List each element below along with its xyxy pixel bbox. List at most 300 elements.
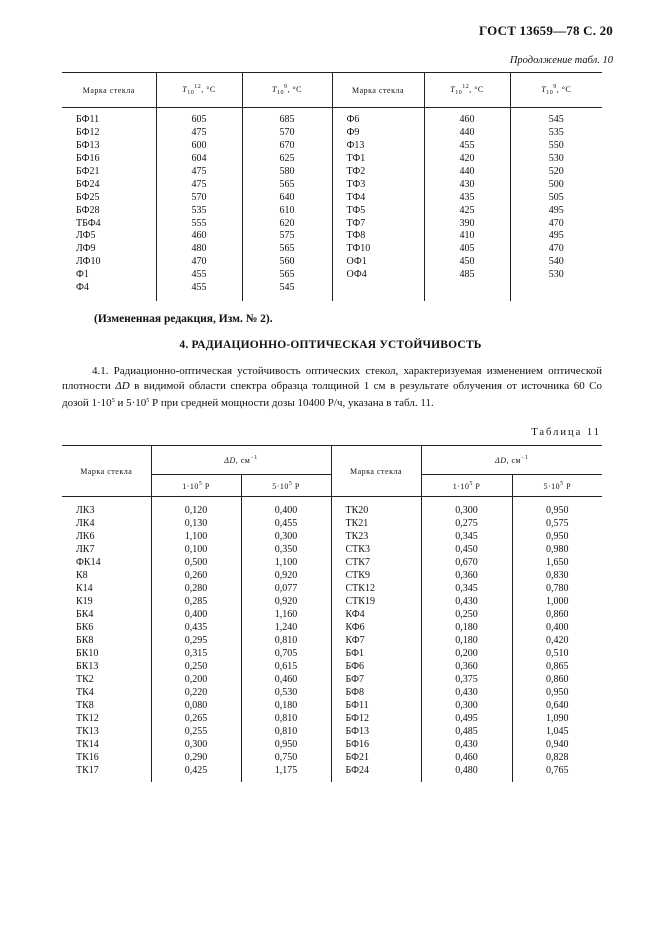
temperature-cell: [424, 282, 510, 301]
temperature-cell: 560: [242, 256, 332, 269]
glass-brand-cell: БФ21: [76, 165, 100, 177]
glass-brand-cell: БК10: [76, 648, 99, 659]
optical-density-cell: 0,100: [151, 544, 241, 557]
glass-brand-cell: БФ21: [331, 752, 421, 765]
optical-density-cell: 0,485: [421, 726, 512, 739]
header-unit: , °С: [469, 85, 484, 94]
column-header: Марка стекла: [332, 73, 424, 108]
paragraph-text: Р при средней мощности дозы 10400 Р/ч, указана в табл. 11.: [149, 397, 434, 409]
glass-brand-cell: ЛФ5: [76, 230, 96, 242]
column-header: [512, 475, 602, 497]
optical-density-cell: 0,705: [241, 648, 331, 661]
temperature-cell: 640: [242, 192, 332, 205]
header-text: 1·10: [452, 481, 470, 491]
revision-note: (Измененная редакция, Изм. № 2).: [94, 313, 273, 325]
optical-density-cell: 0,350: [241, 544, 331, 557]
optical-density-cell: 1,100: [241, 557, 331, 570]
header-symbol: T: [450, 85, 456, 94]
optical-density-cell: 1,000: [512, 596, 602, 609]
optical-density-cell: 0,780: [512, 583, 602, 596]
optical-density-cell: 0,810: [241, 635, 331, 648]
temperature-cell: 550: [510, 140, 602, 153]
optical-density-cell: 0,255: [151, 726, 241, 739]
temperature-cell: 505: [510, 192, 602, 205]
glass-brand-cell: ОФ1: [332, 256, 424, 269]
optical-density-cell: 0,950: [512, 497, 602, 519]
header-subscript: 10: [455, 90, 463, 96]
glass-brand-cell: ЛК7: [76, 544, 95, 555]
table-row: [62, 609, 602, 622]
temperature-cell: 455: [424, 140, 510, 153]
glass-brand-cell: ТК8: [76, 700, 94, 711]
optical-density-cell: 0,460: [421, 752, 512, 765]
table-11-label: Таблица 11: [531, 427, 601, 438]
table-row: [62, 531, 602, 544]
column-group-header: [151, 446, 331, 475]
glass-brand-cell: ТК13: [76, 726, 99, 737]
optical-density-cell: 1,100: [151, 531, 241, 544]
header-symbol: T: [182, 85, 188, 94]
glass-brand-cell: Ф4: [76, 282, 89, 294]
paragraph-text: и 5·10: [114, 397, 147, 409]
optical-density-cell: 0,575: [512, 518, 602, 531]
glass-brand-cell: [332, 282, 424, 301]
optical-density-cell: 0,400: [151, 609, 241, 622]
glass-brand-cell: БФ7: [331, 674, 421, 687]
glass-brand-cell: ЛК4: [76, 518, 95, 529]
header-superscript: 5: [560, 480, 564, 487]
header-superscript: 5: [288, 480, 293, 487]
glass-brand-cell: ОФ4: [332, 269, 424, 282]
table-row: [62, 635, 602, 648]
temperature-cell: 470: [510, 218, 602, 231]
glass-brand-cell: ЛФ9: [76, 243, 96, 255]
header-superscript: 12: [194, 84, 202, 90]
table-11: [62, 445, 602, 782]
optical-density-cell: 0,345: [421, 531, 512, 544]
optical-density-cell: 0,220: [151, 687, 241, 700]
table-row: [62, 127, 602, 140]
optical-density-cell: 0,280: [151, 583, 241, 596]
optical-density-cell: 0,200: [421, 648, 512, 661]
optical-density-cell: 0,615: [241, 661, 331, 674]
temperature-cell: [510, 282, 602, 301]
glass-brand-cell: КФ6: [331, 622, 421, 635]
optical-density-cell: 0,860: [512, 609, 602, 622]
temperature-cell: 610: [242, 205, 332, 218]
glass-brand-cell: ТК14: [76, 739, 99, 750]
header-subscript: 10: [546, 90, 554, 96]
header-unit: , см: [235, 456, 251, 465]
optical-density-cell: 0,950: [512, 687, 602, 700]
optical-density-cell: 0,250: [421, 609, 512, 622]
temperature-cell: 420: [424, 153, 510, 166]
temperature-cell: 470: [510, 243, 602, 256]
optical-density-cell: 0,345: [421, 583, 512, 596]
header-subscript: 10: [276, 90, 284, 96]
table-row: [62, 570, 602, 583]
temperature-cell: 530: [510, 153, 602, 166]
column-header: Марка стекла: [62, 446, 151, 497]
glass-brand-cell: КФ4: [331, 609, 421, 622]
optical-density-cell: 1,160: [241, 609, 331, 622]
temperature-cell: 685: [242, 108, 332, 127]
optical-density-cell: 1,650: [512, 557, 602, 570]
optical-density-cell: 0,500: [151, 557, 241, 570]
table-row: [62, 752, 602, 765]
glass-brand-cell: БФ12: [76, 126, 100, 138]
table-row: [62, 739, 602, 752]
glass-brand-cell: СТК12: [331, 583, 421, 596]
table-row: [62, 192, 602, 205]
glass-brand-cell: ТФ8: [332, 230, 424, 243]
optical-density-cell: 1,175: [241, 765, 331, 782]
table-row: [62, 661, 602, 674]
glass-brand-cell: БФ28: [76, 204, 100, 216]
header-text: 5·10: [543, 481, 561, 491]
header-unit: Р: [472, 481, 481, 491]
glass-brand-cell: ТФ7: [332, 218, 424, 231]
optical-density-cell: 1,240: [241, 622, 331, 635]
optical-density-cell: 0,980: [512, 544, 602, 557]
header-subscript: 10: [187, 90, 195, 96]
glass-brand-cell: ТФ5: [332, 205, 424, 218]
table-header-row: [62, 73, 602, 108]
glass-brand-cell: ТК4: [76, 687, 94, 698]
optical-density-cell: 0,290: [151, 752, 241, 765]
glass-brand-cell: БК4: [76, 609, 94, 620]
header-unit: , °С: [556, 85, 572, 94]
optical-density-cell: 0,295: [151, 635, 241, 648]
glass-brand-cell: К14: [76, 583, 93, 594]
glass-brand-cell: Ф6: [332, 108, 424, 127]
glass-brand-cell: ТК16: [76, 752, 99, 763]
optical-density-cell: 0,950: [241, 739, 331, 752]
temperature-cell: 475: [156, 127, 242, 140]
temperature-cell: 455: [156, 282, 242, 301]
column-header: [424, 73, 510, 108]
optical-density-cell: 0,250: [151, 661, 241, 674]
glass-brand-cell: СТК19: [331, 596, 421, 609]
page-header: ГОСТ 13659—78 С. 20: [479, 23, 613, 38]
header-superscript: 9: [553, 84, 557, 90]
temperature-cell: 565: [242, 269, 332, 282]
optical-density-cell: 0,300: [241, 531, 331, 544]
optical-density-cell: 0,420: [512, 635, 602, 648]
temperature-cell: 604: [156, 153, 242, 166]
header-unit: , °С: [287, 85, 302, 94]
optical-density-cell: 0,480: [421, 765, 512, 782]
optical-density-cell: 0,750: [241, 752, 331, 765]
temperature-cell: 670: [242, 140, 332, 153]
table-continuation-label: Продолжение табл. 10: [509, 55, 613, 66]
optical-density-cell: 0,300: [421, 700, 512, 713]
temperature-cell: 605: [156, 108, 242, 127]
glass-brand-cell: БФ12: [331, 713, 421, 726]
temperature-cell: 405: [424, 243, 510, 256]
table-row: [62, 166, 602, 179]
exponent: 5: [111, 398, 115, 404]
glass-brand-cell: БФ1: [331, 648, 421, 661]
header-text: 1·10: [182, 481, 199, 491]
temperature-cell: 485: [424, 269, 510, 282]
column-header: [510, 73, 602, 108]
optical-density-cell: 0,430: [421, 596, 512, 609]
header-symbol: ΔD: [224, 456, 236, 465]
glass-brand-cell: ТФ10: [332, 243, 424, 256]
temperature-cell: 430: [424, 179, 510, 192]
glass-brand-cell: БК8: [76, 635, 94, 646]
optical-density-cell: 0,260: [151, 570, 241, 583]
optical-density-cell: 0,920: [241, 596, 331, 609]
glass-brand-cell: БФ13: [76, 139, 100, 151]
header-superscript: −1: [250, 455, 258, 461]
header-superscript: 5: [198, 480, 203, 487]
temperature-cell: 390: [424, 218, 510, 231]
temperature-cell: 470: [156, 256, 242, 269]
temperature-cell: 570: [242, 127, 332, 140]
header-symbol: ΔD: [495, 456, 507, 465]
table-row: [62, 205, 602, 218]
column-header: Марка стекла: [331, 446, 421, 497]
header-symbol: T: [541, 85, 547, 94]
temperature-cell: 460: [424, 108, 510, 127]
table-row: [62, 544, 602, 557]
paragraph-text: в видимой области спектра образца толщиной 1 см в результате облучения от источника 60 Со дозой 1·10: [62, 380, 602, 409]
temperature-cell: 440: [424, 127, 510, 140]
temperature-cell: 480: [156, 243, 242, 256]
column-header: [242, 73, 332, 108]
table-row: [62, 497, 602, 519]
table-row: [62, 153, 602, 166]
table-header-row: [62, 446, 602, 475]
header-superscript: −1: [521, 455, 529, 461]
optical-density-cell: 0,375: [421, 674, 512, 687]
optical-density-cell: 0,865: [512, 661, 602, 674]
glass-brand-cell: Ф1: [76, 269, 89, 281]
table-row: [62, 218, 602, 231]
glass-brand-cell: СТК7: [331, 557, 421, 570]
temperature-cell: 530: [510, 269, 602, 282]
optical-density-cell: 0,400: [512, 622, 602, 635]
optical-density-cell: 0,860: [512, 674, 602, 687]
glass-brand-cell: КФ7: [331, 635, 421, 648]
optical-density-cell: 0,765: [512, 765, 602, 782]
header-superscript: 12: [462, 84, 470, 90]
optical-density-cell: 0,510: [512, 648, 602, 661]
header-unit: Р: [202, 481, 210, 491]
glass-brand-cell: БФ24: [76, 178, 100, 190]
temperature-cell: 425: [424, 205, 510, 218]
temperature-cell: 545: [242, 282, 332, 301]
table-row: [62, 256, 602, 269]
optical-density-cell: 0,830: [512, 570, 602, 583]
header-text: 5·10: [272, 481, 289, 491]
optical-density-cell: 0,300: [151, 739, 241, 752]
optical-density-cell: 0,315: [151, 648, 241, 661]
optical-density-cell: 0,828: [512, 752, 602, 765]
table-row: [62, 282, 602, 301]
glass-brand-cell: БФ16: [76, 152, 100, 164]
temperature-cell: 555: [156, 218, 242, 231]
optical-density-cell: 0,180: [421, 622, 512, 635]
glass-brand-cell: ЛФ10: [76, 256, 101, 268]
glass-brand-cell: ТФ2: [332, 166, 424, 179]
optical-density-cell: 1,045: [512, 726, 602, 739]
table-row: [62, 700, 602, 713]
glass-brand-cell: ТК23: [331, 531, 421, 544]
column-header: [151, 475, 241, 497]
temperature-cell: 540: [510, 256, 602, 269]
temperature-cell: 500: [510, 179, 602, 192]
glass-brand-cell: БК13: [76, 661, 99, 672]
temperature-cell: 410: [424, 230, 510, 243]
optical-density-cell: 0,430: [421, 739, 512, 752]
glass-brand-cell: ЛК3: [76, 505, 95, 516]
glass-brand-cell: БФ11: [331, 700, 421, 713]
temperature-cell: 495: [510, 230, 602, 243]
optical-density-cell: 0,940: [512, 739, 602, 752]
temperature-cell: 475: [156, 179, 242, 192]
optical-density-cell: 0,670: [421, 557, 512, 570]
temperature-cell: 570: [156, 192, 242, 205]
optical-density-cell: 0,640: [512, 700, 602, 713]
glass-brand-cell: СТК3: [331, 544, 421, 557]
optical-density-cell: 0,285: [151, 596, 241, 609]
glass-brand-cell: ТФ4: [332, 192, 424, 205]
glass-brand-cell: ФК14: [76, 557, 101, 568]
paragraph-4-1: [62, 364, 602, 411]
optical-density-cell: 0,495: [421, 713, 512, 726]
temperature-cell: 575: [242, 230, 332, 243]
optical-density-cell: 0,120: [151, 497, 241, 519]
header-superscript: 9: [283, 84, 288, 90]
optical-density-cell: 0,450: [421, 544, 512, 557]
optical-density-cell: 0,920: [241, 570, 331, 583]
optical-density-cell: 0,455: [241, 518, 331, 531]
optical-density-cell: 0,425: [151, 765, 241, 782]
temperature-cell: 545: [510, 108, 602, 127]
glass-brand-cell: ЛК6: [76, 531, 95, 542]
optical-density-cell: 0,530: [241, 687, 331, 700]
optical-density-cell: 0,430: [421, 687, 512, 700]
glass-brand-cell: ТБФ4: [76, 217, 101, 229]
header-unit: Р: [563, 481, 572, 491]
optical-density-cell: 0,130: [151, 518, 241, 531]
optical-density-cell: 0,265: [151, 713, 241, 726]
temperature-cell: 565: [242, 243, 332, 256]
glass-brand-cell: БФ6: [331, 661, 421, 674]
glass-brand-cell: БФ13: [331, 726, 421, 739]
optical-density-cell: 0,180: [241, 700, 331, 713]
column-header: [421, 475, 512, 497]
temperature-cell: 520: [510, 166, 602, 179]
glass-brand-cell: ТК12: [76, 713, 99, 724]
delta-symbol: ΔD: [115, 380, 130, 392]
table-row: [62, 269, 602, 282]
table-row: [62, 140, 602, 153]
glass-brand-cell: ТФ3: [332, 179, 424, 192]
header-unit: , °С: [201, 85, 216, 94]
glass-brand-cell: Ф9: [332, 127, 424, 140]
header-unit: Р: [292, 481, 300, 491]
temperature-cell: 435: [424, 192, 510, 205]
table-row: [62, 687, 602, 700]
optical-density-cell: 0,950: [512, 531, 602, 544]
optical-density-cell: 0,180: [421, 635, 512, 648]
temperature-cell: 440: [424, 166, 510, 179]
temperature-cell: 625: [242, 153, 332, 166]
table-row: [62, 713, 602, 726]
table-row: [62, 230, 602, 243]
glass-brand-cell: ТК20: [331, 497, 421, 519]
column-header: Марка стекла: [62, 73, 156, 108]
temperature-cell: 620: [242, 218, 332, 231]
table-row: [62, 674, 602, 687]
glass-brand-cell: БФ8: [331, 687, 421, 700]
header-superscript: 5: [469, 480, 473, 487]
optical-density-cell: 0,080: [151, 700, 241, 713]
table-row: [62, 622, 602, 635]
table-10: [62, 72, 602, 301]
table-row: [62, 108, 602, 127]
table-row: [62, 179, 602, 192]
table-row: [62, 583, 602, 596]
optical-density-cell: 0,360: [421, 570, 512, 583]
optical-density-cell: 0,077: [241, 583, 331, 596]
table-row: [62, 596, 602, 609]
temperature-cell: 580: [242, 166, 332, 179]
optical-density-cell: 0,400: [241, 497, 331, 519]
glass-brand-cell: К8: [76, 570, 88, 581]
glass-brand-cell: ТК17: [76, 765, 99, 776]
temperature-cell: 600: [156, 140, 242, 153]
optical-density-cell: 0,810: [241, 726, 331, 739]
section-title: 4. РАДИАЦИОННО-ОПТИЧЕСКАЯ УСТОЙЧИВОСТЬ: [179, 339, 482, 351]
optical-density-cell: 0,435: [151, 622, 241, 635]
temperature-cell: 455: [156, 269, 242, 282]
temperature-cell: 535: [510, 127, 602, 140]
glass-brand-cell: СТК9: [331, 570, 421, 583]
temperature-cell: 495: [510, 205, 602, 218]
optical-density-cell: 0,300: [421, 497, 512, 519]
column-header: [156, 73, 242, 108]
optical-density-cell: 0,200: [151, 674, 241, 687]
glass-brand-cell: БФ16: [331, 739, 421, 752]
optical-density-cell: 0,275: [421, 518, 512, 531]
glass-brand-cell: ТФ1: [332, 153, 424, 166]
temperature-cell: 460: [156, 230, 242, 243]
glass-brand-cell: ТК2: [76, 674, 94, 685]
table-row: [62, 765, 602, 782]
temperature-cell: 450: [424, 256, 510, 269]
temperature-cell: 535: [156, 205, 242, 218]
table-row: [62, 726, 602, 739]
table-row: [62, 243, 602, 256]
optical-density-cell: 0,810: [241, 713, 331, 726]
glass-brand-cell: БФ24: [331, 765, 421, 782]
optical-density-cell: 0,360: [421, 661, 512, 674]
table-row: [62, 518, 602, 531]
column-group-header: [421, 446, 602, 475]
exponent: 5: [146, 398, 150, 404]
glass-brand-cell: БК6: [76, 622, 94, 633]
glass-brand-cell: БФ11: [76, 114, 100, 125]
header-symbol: T: [272, 85, 277, 94]
glass-brand-cell: К19: [76, 596, 93, 607]
table-row: [62, 648, 602, 661]
glass-brand-cell: БФ25: [76, 191, 100, 203]
